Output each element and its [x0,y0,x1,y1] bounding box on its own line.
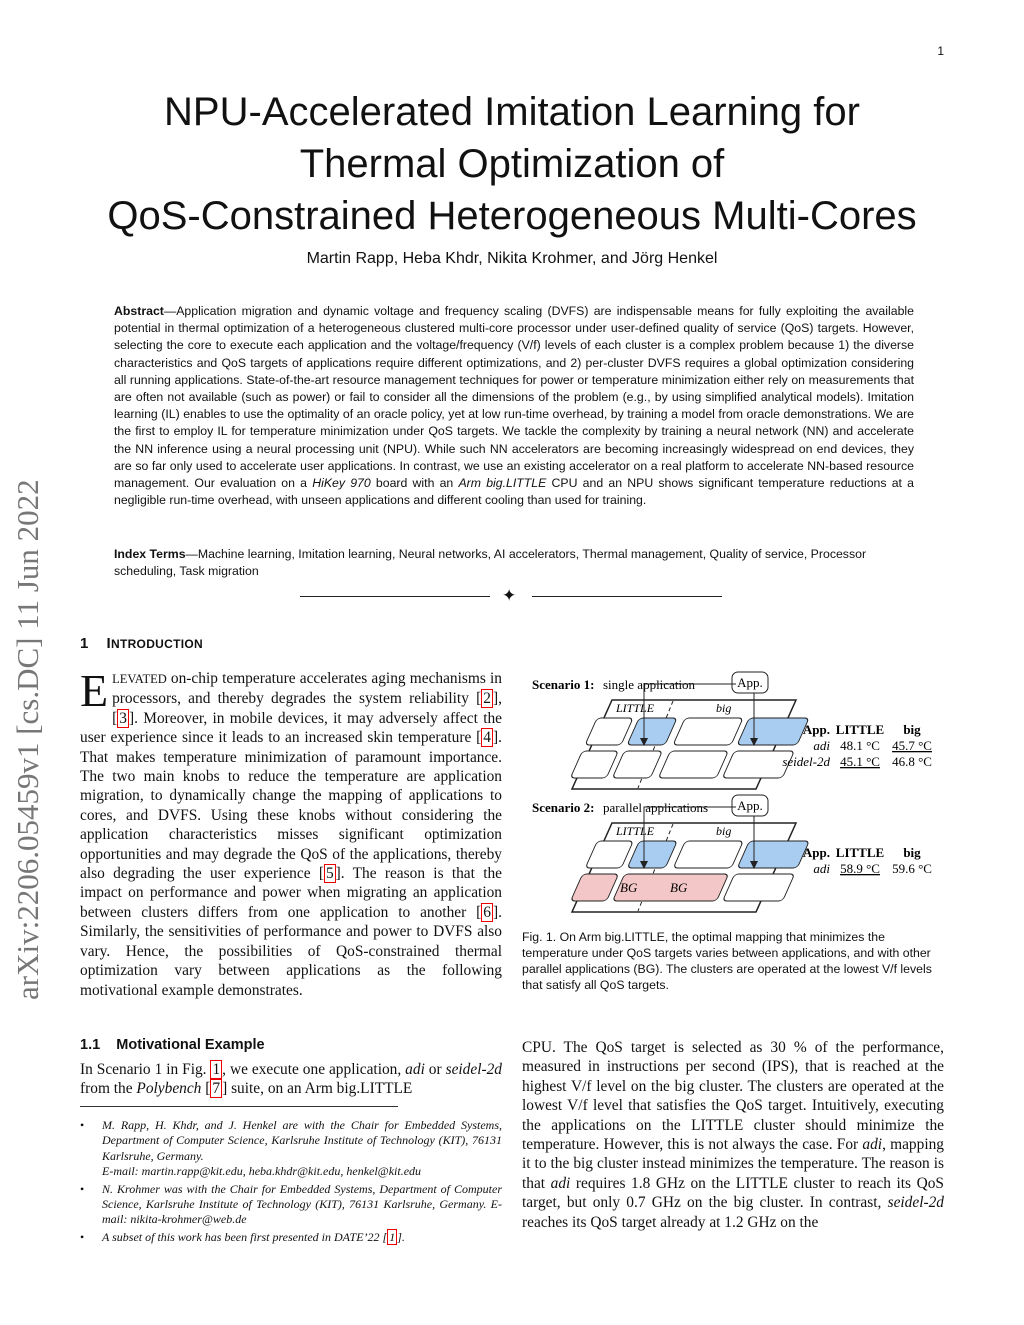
separator-star-icon: ✦ [502,586,517,605]
scenario-1-desc: single application [603,677,696,692]
scenario-1-label: Scenario 1: [532,677,595,692]
section-heading-introduction [80,635,203,652]
index-terms-label: Index Terms [114,547,186,561]
citation-link[interactable]: 2 [483,690,491,708]
citation-link[interactable]: 4 [483,729,491,747]
motivational-paragraph: In Scenario 1 in Fig. 1 , we execute one application, adi or seidel-2d from the Polybench [ 7 ] suite, on an Arm big.LITTLE [80,1061,502,1098]
section-title-rest: NTRODUCTION [111,637,203,651]
col2-text: reaches its QoS target already at 1.2 GHz on the [522,1213,819,1231]
footnote-rule [80,1106,398,1107]
s1-row-2-big: 46.8 °C [892,754,932,769]
intro-paragraph: ELEVATED on-chip temperature accelerates aging mechanisms in processors, and thereby degrades the system reliability [ 2 ], [ 3 ]. Moreover, in mobile devices, it may adversely affect the user experience since it leads to an increased skin temperature [ 4 ]. That makes temperature minimization of paramount importance. The two main knobs to reduce the temperature are application migration, to dynamically change the mapping of applications to cores, and DVFS. Using these knobs without considering the application characteristics misses significant optimization opportunities and may degrade the QoS of the applications, thereby also degrading the user experience [ 5 ]. The reason is that the impact on performance and power when migrating an application between clusters differs from one application to another [ 6 ]. Similarly, the sensitivities of performance and power to DVFS also vary. Hence, the possibilities of QoS-constrained thermal optimization vary between applications as the following motivational example demonstrates. [80,665,502,999]
abstract-text: board with an [370,476,459,491]
figure-link[interactable]: 1 [212,1061,221,1078]
s1-col-big: big [903,722,921,737]
motivational-text: suite, on an Arm big.LITTLE [227,1080,413,1098]
title-line-3: QoS-Constrained Heterogeneous Multi-Cores [107,194,917,238]
paper-title [60,86,964,242]
col2-text: , mapping it to the big cluster instead minimizes the temperature. The reason is that [522,1136,944,1192]
s1-row-2-little: 45.1 °C [840,754,880,769]
abstract-text: —Application migration and dynamic voltage and frequency scaling (DVFS) are indispensable means for fully exploiting the available potential in thermal optimization of a heterogeneous clustered multi-core processor under user-defined quality of service (QoS) targets. However, selecting the core to execute each application and the voltage/frequency (V/f) levels of each cluster is a complex problem because 1) the diverse characteristics and QoS targets of applications require different optimizations, and 2) per-cluster DVFS requires a global optimization considering all running applications. State-of-the-art resource management techniques for power or temperature minimization either rely on measurements that are often not available (such as power) or fail to consider all the dimensions of the problem (e.g., by using simplified analytical models). Imitation learning (IL) enables to use the optimality of an oracle policy, yet at low run-time overhead, by training a model from oracle demonstrations. We are the first to employ IL for temperature minimization under QoS targets. We tackle the complexity by training a neural network (NN) and accelerate the NN inference using a neural processing unit (NPU). While such NN accelerators are becoming increasingly widespread on end devices, they are so far only used to accelerate user applications. In contrast, we use an existing accelerator on a real platform to accelerate NN-based resource management. Our evaluation on a [114,304,914,491]
scenario-2-big-label: big [716,824,732,838]
scenario-2-app-label: App. [737,798,763,813]
subsection-title: Motivational Example [116,1037,265,1053]
subsection-heading [80,1037,265,1053]
author-list: Martin Rapp, Heba Khdr, Nikita Krohmer, and Jörg Henkel [306,250,718,267]
intro-text: . Moreover, in mobile devices, it may adversely affect the user experience since it leads to an increased skin temperature [80,709,502,747]
footnote-text: M. Rapp, H. Khdr, and J. Henkel are with the Chair for Embedded Systems, Department of Computer Science, Karlsruhe Institute of Technology (KIT), 76131 Karlsruhe, Germany. [102,1118,502,1163]
separator-rule-right [532,596,722,597]
citation-link[interactable]: 6 [483,903,491,921]
footnote-email: E-mail: martin.rapp@kit.edu, heba.khdr@kit.edu, henkel@kit.edu [102,1164,422,1179]
app-name: adi [862,1136,883,1154]
figure-1 [520,662,944,924]
app-name: adi [405,1061,425,1078]
s2-col-app: App. [802,845,830,860]
abstract-text: CPU and an NPU shows significant temperature reductions at a negligible run-time overhead, with unseen applications and different cooling than used for training. [114,476,914,508]
footnote-item: • A subset of this work has been first presented in DATE’22 [ 1 ]. [102,1230,502,1245]
col2-text: requires 1.8 GHz on the LITTLE cluster to reach its QoS target, but only 0.7 GHz on the big cluster. In contrast, [522,1174,944,1212]
motivational-text: or [424,1061,446,1078]
abstract [114,303,914,509]
dropcap: E [80,665,109,716]
s2-core-active [737,841,809,868]
s2-row-1-app: adi [813,861,830,876]
s2-row-1-little: 58.9 °C [840,861,880,876]
abstract-label: Abstract [114,304,164,318]
page-number: 1 [937,44,944,58]
citation-link[interactable]: 3 [119,709,127,727]
footnote-text: A subset of this work has been first presented in DATE’22 [102,1229,383,1244]
suite-name: Polybench [136,1080,202,1098]
app-name: seidel-2d [887,1194,944,1212]
s1-row-1-little: 48.1 °C [840,738,880,753]
motivational-text: from the [80,1080,137,1098]
footnote-item [102,1182,502,1228]
motivational-text [201,1080,205,1097]
citation-link[interactable]: 5 [325,865,334,883]
scenario-1-little-label: LITTLE [616,701,655,715]
figure-1-diagram [520,662,944,924]
board-name: HiKey 970 [312,476,371,491]
col2-text: CPU. The QoS target is selected as 30 % of the performance, measured in instructions per second (IPS), that is reached at the highest V/f level on the big cluster. The clusters are operated at the lowest V/f level that satisfies the QoS target. Intuitively, executing the applications on the LITTLE cluster should minimize the temperature. However, this is not always the case. For [522,1039,944,1154]
s2-bg-label: BG [670,880,688,895]
subsection-number: 1.1 [80,1037,101,1053]
s2-bg-label: BG [620,880,638,895]
s1-col-app: App. [802,722,830,737]
s1-core-active [737,718,809,745]
intro-text: . Similarly, the sensitivities of performance and power to DVFS also vary. Hence, the possibilities of QoS-constrained thermal optimization vary between applications as the following motivational example demonstrates. [80,903,502,999]
scenario-2-desc: parallel applications [603,800,709,815]
s1-row-2-app: seidel-2d [782,754,830,769]
intro-text: , [498,690,502,708]
section-number: 1 [80,635,89,652]
scenario-2-little-label: LITTLE [616,824,655,838]
s1-row-1-big: 45.7 °C [892,738,932,753]
cpu-name: Arm big.LITTLE [458,476,547,491]
section-separator [300,588,724,606]
section-title-first: I [106,635,111,652]
citation-link[interactable]: 7 [212,1080,221,1098]
intro-lead: LEVATED [112,672,167,686]
app-name: seidel-2d [445,1061,502,1078]
s2-core [673,841,743,868]
intro-text: on-chip temperature accelerates aging mechanisms in processors, and thereby degrades the system reliability [112,670,502,708]
scenario-1-app-label: App. [737,675,763,690]
separator-rule-left [300,596,490,597]
s1-core [658,751,728,778]
s1-col-little: LITTLE [835,722,885,737]
arxiv-stamp: arXiv:2206.05459v1 [cs.DC] 11 Jun 2022 [10,479,45,1000]
title-line-1: NPU-Accelerated Imitation Learning for [164,90,860,134]
footnotes [80,1118,502,1247]
index-terms [114,546,914,580]
col2-paragraph [522,1038,944,1232]
s2-core [723,874,795,901]
intro-text: . The reason is that the impact on performance and power when migrating an application between clusters differs from one application to another [80,865,502,921]
title-line-2: Thermal Optimization of [299,142,725,186]
s2-col-big: big [903,845,921,860]
s2-col-little: LITTLE [835,845,885,860]
s1-core [673,718,743,745]
scenario-1-big-label: big [716,701,732,715]
footnote-text: N. Krohmer was with the Chair for Embedded Systems, Department of Computer Science, Karlsruhe Institute of Technology (KIT), 76131 Karlsruhe, Germany. E-mail: nikita-krohmer@web.de [102,1181,502,1227]
index-terms-text: —Machine learning, Imitation learning, Neural networks, AI accelerators, Thermal management, Quality of service, Processor scheduling, Task migration [114,547,867,579]
citation-link[interactable]: 1 [389,1229,396,1244]
motivational-text: In Scenario 1 in Fig. [80,1061,211,1078]
scenario-2-label: Scenario 2: [532,800,595,815]
intro-text: . That makes temperature minimization of paramount importance. The two main knobs to reduce the temperature are application migration, to dynamically change the mapping of applications to cores, and DVFS. Using these knobs without considering the application characteristics misses significant optimization opportunities and may degrade the QoS of the applications, thereby also degrading the user experience [80,729,502,883]
figure-1-caption: Fig. 1. On Arm big.LITTLE, the optimal mapping that minimizes the temperature under QoS targets varies between applications, and with other parallel applications (BG). The clusters are operated at the lowest V/f levels that satisfy all QoS targets. [522,930,932,992]
footnote-item [102,1118,502,1180]
footnote-text: . [401,1229,405,1244]
s2-row-1-big: 59.6 °C [892,861,932,876]
s1-row-1-app: adi [813,738,830,753]
motivational-text: , we execute one application, [222,1061,406,1078]
app-name: adi [550,1174,571,1192]
